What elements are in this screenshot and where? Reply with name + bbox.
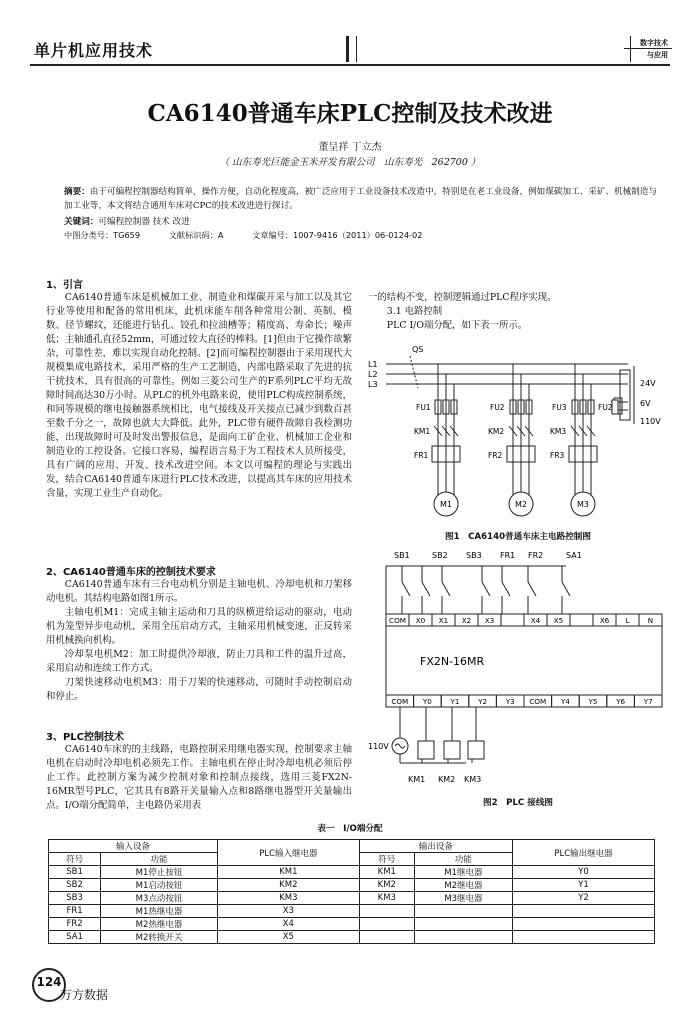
- affiliation: （ 山东寿光巨能金玉米开发有限公司 山东寿光 262700 ）: [219, 157, 481, 168]
- table-cell: SA1: [49, 931, 101, 944]
- input-terminal-box: [570, 614, 593, 626]
- motor-label-2: M2: [515, 500, 527, 509]
- table-cell: M1热继电器: [101, 905, 218, 918]
- table-subheader: 功能: [414, 853, 512, 866]
- output-terminal-y5: Y5: [588, 697, 598, 706]
- figure-1-caption: 图1 CA6140普通车床主电路控制图: [445, 532, 591, 542]
- input-terminal-row: [386, 614, 662, 626]
- input-terminal-x5: X5: [553, 616, 564, 625]
- relay-label-2: FR2: [488, 451, 503, 460]
- contactor-label-1: KM1: [414, 427, 431, 436]
- table-row: [49, 892, 655, 905]
- input-terminal-x6: X6: [599, 616, 610, 625]
- output-terminal-y6: Y6: [616, 697, 626, 706]
- voltage-label-110v: 110V: [640, 417, 661, 426]
- coil-label-km2: KM2: [438, 775, 456, 784]
- figure-2-plc-wiring: [366, 548, 670, 794]
- section-1-body: [46, 291, 352, 501]
- table-cell: [414, 905, 512, 918]
- contactor-label-3: KM3: [550, 427, 567, 436]
- input-terminal-x2: X2: [461, 616, 472, 625]
- fuse-label-2: FU2: [490, 403, 505, 412]
- clc-number: 中图分类号：TG659: [64, 230, 141, 240]
- table-subheader: 符号: [359, 853, 414, 866]
- section-3-body: [46, 743, 352, 813]
- input-terminal-x1: X1: [438, 616, 449, 625]
- switch-label-fr2: FR2: [528, 551, 544, 560]
- table-cell: M3点动按钮: [101, 892, 218, 905]
- abstract-label: 摘要：: [64, 187, 90, 197]
- keywords: [64, 215, 190, 227]
- authors: 董呈祥 丁立杰: [318, 142, 382, 153]
- badge-line1: 数字技术: [640, 39, 668, 47]
- table-cell: KM2: [217, 879, 359, 892]
- input-terminal-n: N: [647, 616, 654, 625]
- fuse-label-1: FU1: [416, 403, 431, 412]
- input-terminal-box: [501, 614, 524, 626]
- coil-label-km3: KM3: [464, 775, 482, 784]
- section-2-paragraph-2: 主轴电机M1：完成主轴主运动和刀具的纵横进给运动的驱动，电动机为笼型异步电动机，采用全压启动方式，主轴采用机械变速，正反转采用机械换向机构。: [46, 607, 352, 646]
- table-cell: KM2: [359, 879, 414, 892]
- table-row: [49, 905, 655, 918]
- table-cell: M2热继电器: [101, 918, 218, 931]
- table-cell: Y0: [513, 866, 655, 879]
- table-cell: SB1: [49, 866, 101, 879]
- section-3-1-title: 3.1 电路控制: [386, 306, 443, 317]
- table-row: [49, 879, 655, 892]
- table-cell: KM3: [217, 892, 359, 905]
- qs-label: QS: [412, 345, 424, 354]
- voltage-label-6v: 6V: [640, 399, 651, 408]
- fuse-label-3: FU3: [552, 403, 567, 412]
- footer-brand: 万方数据: [60, 988, 109, 1002]
- table-cell: FR1: [49, 905, 101, 918]
- table-subheader: 符号: [49, 853, 101, 866]
- output-terminal-y4: Y4: [560, 697, 570, 706]
- header-rule: [30, 64, 670, 66]
- table-cell: Y1: [513, 879, 655, 892]
- table-cell: KM1: [217, 866, 359, 879]
- table-header-plc-output: PLC输出继电器: [513, 840, 655, 866]
- table-header-input: 输入设备: [49, 840, 218, 853]
- table-cell: M1停止按钮: [101, 866, 218, 879]
- page-number: 124: [36, 975, 62, 989]
- input-terminal-com: COM: [389, 616, 406, 625]
- voltage-label-24v: 24V: [640, 379, 656, 388]
- table-row: [49, 866, 655, 879]
- figure-1-main-circuit: [366, 340, 670, 525]
- input-terminal-l: L: [625, 616, 630, 625]
- table-cell: Y2: [513, 892, 655, 905]
- output-terminal-com: COM: [529, 697, 547, 706]
- motor-branch-1: [432, 364, 460, 516]
- table-subheader: 功能: [101, 853, 218, 866]
- badge-line2: 与应用: [647, 51, 668, 59]
- classification-line: [64, 230, 422, 241]
- section-3-title: 3、PLC控制技术: [46, 732, 124, 743]
- relay-label-3: FR3: [550, 451, 565, 460]
- motor-label-1: M1: [440, 500, 452, 509]
- switch-label-sb1: SB1: [394, 551, 410, 560]
- continued-text: 一的结构不变，控制逻辑通过PLC程序实现。: [368, 292, 557, 303]
- table-cell: [359, 918, 414, 931]
- switch-label-sb2: SB2: [432, 551, 448, 560]
- table-cell: KM1: [359, 866, 414, 879]
- plc-model: FX2N-16MR: [420, 655, 485, 668]
- abstract: [64, 185, 664, 213]
- table-cell: [414, 918, 512, 931]
- output-terminal-y7: Y7: [643, 697, 653, 706]
- section-2-paragraph-1: CA6140普通车床有三台电动机分别是主轴电机、冷却电机和刀架移动电机。其结构电路如图1所示。: [46, 579, 352, 604]
- section-2-body: [46, 578, 352, 704]
- line-label-l1: L1: [368, 360, 378, 369]
- keywords-text: 可编程控制器 技术 改进: [98, 217, 190, 227]
- switch-label-sb3: SB3: [466, 551, 482, 560]
- fuse-label-4: FU2: [598, 403, 613, 412]
- output-terminal-y2: Y2: [478, 697, 488, 706]
- relay-label-1: FR1: [414, 451, 429, 460]
- switch-label-fr1: FR1: [500, 551, 516, 560]
- section-3-1-text: PLC I/O端分配，如下表一所示。: [386, 320, 528, 331]
- table-cell: X5: [217, 931, 359, 944]
- table-cell: [513, 905, 655, 918]
- input-terminal-x3: X3: [484, 616, 495, 625]
- line-label-l3: L3: [368, 380, 378, 389]
- table-cell: X3: [217, 905, 359, 918]
- input-terminal-x4: X4: [530, 616, 541, 625]
- line-label-l2: L2: [368, 370, 378, 379]
- keywords-label: 关键词：: [64, 217, 99, 227]
- table-cell: FR2: [49, 918, 101, 931]
- table-cell: M2继电器: [414, 879, 512, 892]
- section-2-title: 2、CA6140普通车床的控制技术要求: [46, 567, 216, 578]
- table-row: [49, 918, 655, 931]
- output-terminal-com: COM: [391, 697, 409, 706]
- io-allocation-table: [48, 839, 655, 944]
- section-2-paragraph-4: 刀架快速移动电机M3：用于刀架的快速移动，可随时手动控制启动和停止。: [46, 677, 352, 702]
- table-cell: [513, 931, 655, 944]
- table-cell: M3继电器: [414, 892, 512, 905]
- coil-label-km1: KM1: [408, 775, 426, 784]
- switch-label-sa1: SA1: [566, 551, 582, 560]
- output-terminal-y3: Y3: [505, 697, 515, 706]
- article-number: 文章编号：1007-9416（2011）06-0124-02: [252, 230, 423, 240]
- table-header-output: 输出设备: [359, 840, 512, 853]
- contactor-label-2: KM2: [488, 427, 505, 436]
- header-divider-bars: [342, 36, 366, 62]
- section-1-paragraph: CA6140普通车床是机械加工业、制造业和煤碳开采与加工以及其它行业等使用和配备的常用机床，此机床能车削各种常用公制、英制、模数、径节螺纹，还能进行钻孔、铰孔和拉油槽等；精度高、寿命长；噪声低；主轴通孔直径52mm，可通过较大直径的棒料。[1]但由于它操作欲繁杂，可靠性差，难以实现自动化控制。[2]而可编程控制器由于采用现代大规模集成电路技术，采用严格的生产工艺制造，内部电路采取了先进的抗干扰技术，具有很高的可靠性。例如三菱公司生产的F系列PLC平均无故障时间高达30万小时。从PLC的机外电路来说，使用PLC构成控制系统，和同等规模的继电接触器系统相比，电气接线及开关接点已减少到数百甚至数千分之一，故障也就大大降低。此外，PLC带有硬件故障自我检测功能，出现故障时可及时发出警报信息，是面向工矿企业、机械加工企业和制造业的工控设备。它接口容易，编程语言易于为工程技术人员所接受，具有广阔的应用、开发、技术改进空间。本文以可编程的理论与实践出发，结合CA6140普通车床进行PLC技术改进，以提高其车床的应用技术含量，实现工业生产自动化。: [46, 292, 352, 499]
- motor-branch-2: [507, 364, 535, 516]
- right-column-text: [368, 291, 668, 333]
- section-3-paragraph: CA6140车床的的主线路，电路控制采用继电器实现，控制要求主轴电机在启动时冷却电机必须先工作。主轴电机在停止时冷却电机必须后停止工作。此控制方案为减少控制对象和控制点接线，选用三菱FX2N-16MR型号PLC，它其具有8路开关量输入点和8路继电器型开关量输出点。I/O端分配简单，主电路仍采用表: [46, 744, 352, 811]
- section-2-paragraph-3: 冷却泵电机M2：加工时提供冷却液，防止刀具和工件的温升过高，采用启动和连续工作方式。: [46, 649, 352, 674]
- output-terminal-row: [386, 695, 662, 707]
- table-cell: [359, 931, 414, 944]
- figure-2-caption: 图2 PLC 接线图: [482, 798, 554, 808]
- table-cell: M1启动按钮: [101, 879, 218, 892]
- table-1-caption: 表一 I/O端分配: [317, 824, 383, 834]
- article-title: CA6140普通车床PLC控制及技术改进: [147, 100, 553, 127]
- journal-badge: [610, 36, 672, 62]
- table-row: [49, 931, 655, 944]
- table-cell: SB3: [49, 892, 101, 905]
- motor-label-3: M3: [577, 500, 589, 509]
- table-cell: M2转换开关: [101, 931, 218, 944]
- table-cell: KM3: [359, 892, 414, 905]
- section-1-title: 1、引言: [46, 280, 83, 291]
- output-terminal-y1: Y1: [450, 697, 460, 706]
- column-title: 单片机应用技术: [34, 41, 154, 60]
- motor-branch-3: [569, 364, 597, 516]
- table-cell: [359, 905, 414, 918]
- document-code: 文献标识码：A: [168, 230, 224, 240]
- table-cell: [513, 918, 655, 931]
- abstract-text: 由于可编程控制器结构简单，操作方便，自动化程度高，被广泛应用于工业设备技术改造中，特别是在老工业设备，例如煤碳加工、采矿、机械制造与加工业等，本文将结合通用车床对CPC的技术改进进行探讨。: [64, 187, 657, 211]
- table-cell: [414, 931, 512, 944]
- output-terminal-y0: Y0: [422, 697, 432, 706]
- table-header-plc-input: PLC输入继电器: [217, 840, 359, 866]
- table-cell: M1继电器: [414, 866, 512, 879]
- table-cell: X4: [217, 918, 359, 931]
- input-terminal-x0: X0: [415, 616, 426, 625]
- table-cell: SB2: [49, 879, 101, 892]
- supply-voltage: 110V: [368, 742, 389, 751]
